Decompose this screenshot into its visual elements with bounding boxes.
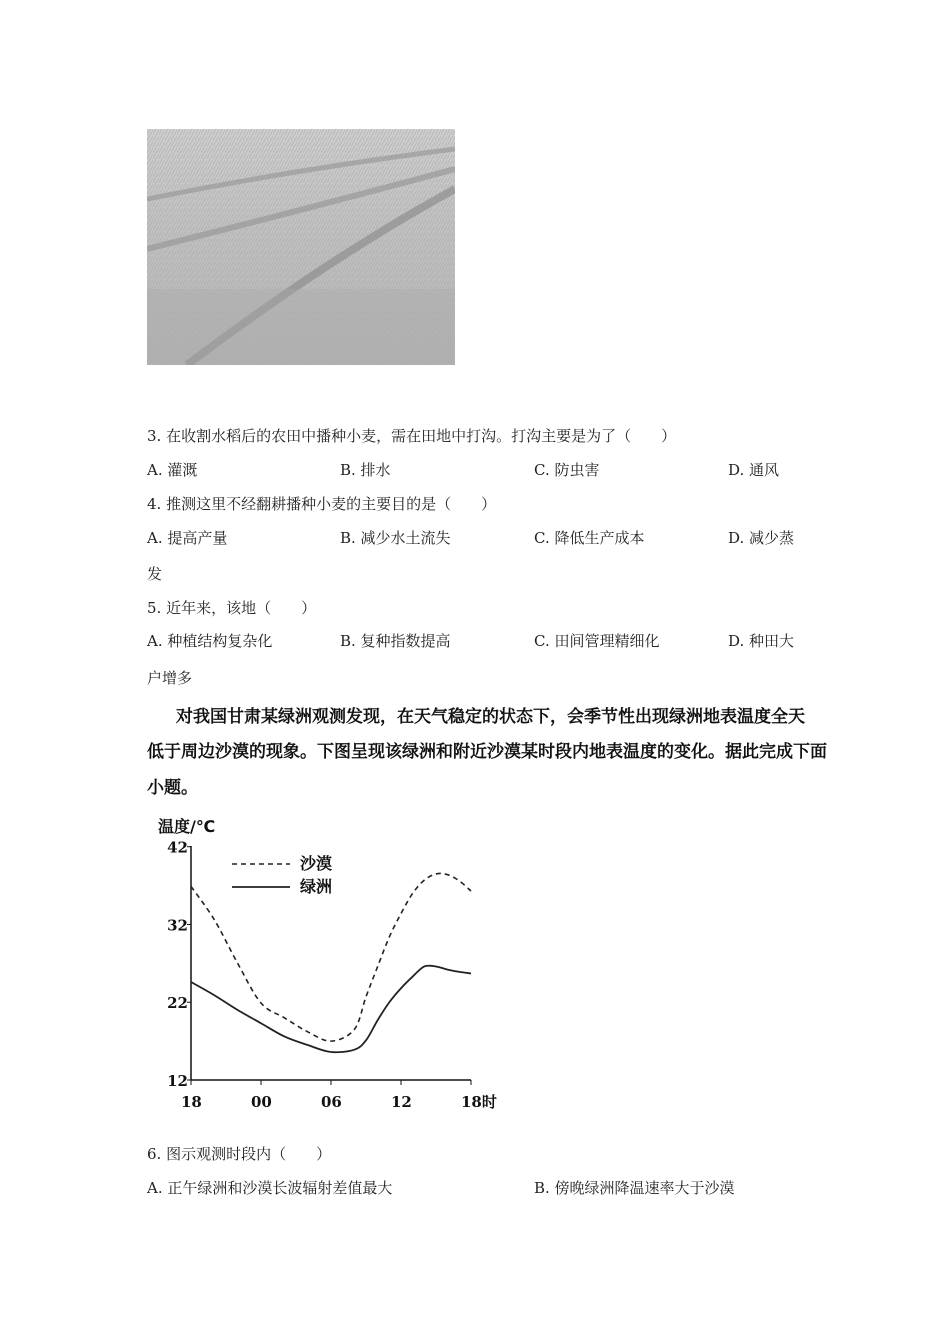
passage-line-3: 小题。	[147, 778, 198, 798]
y-tick-label: 32	[167, 916, 188, 935]
q4-option-b: B. 减少水土流失	[340, 529, 451, 547]
legend-oasis-label: 绿洲	[300, 877, 333, 896]
x-tick-label: 06	[321, 1093, 342, 1111]
y-axis-label: 温度/℃	[158, 817, 216, 836]
q5-option-a: A. 种植结构复杂化	[147, 632, 273, 650]
legend-desert-label: 沙漠	[300, 854, 333, 873]
q5-option-d: D. 种田大	[728, 632, 795, 650]
x-tick-label: 18	[181, 1093, 202, 1111]
x-tick-label: 00	[251, 1093, 272, 1111]
desert-temperature-line	[191, 873, 471, 1041]
passage-line-1: 对我国甘肃某绿洲观测发现，在天气稳定的状态下，会季节性出现绿洲地表温度全天	[176, 707, 805, 727]
q5-option-c: C. 田间管理精细化	[534, 632, 660, 650]
temperature-chart	[140, 810, 520, 1120]
q3-option-b: B. 排水	[340, 461, 391, 479]
q4-option-d: D. 减少蒸	[728, 529, 795, 547]
question-6-stem: 6. 图示观测时段内（ ）	[147, 1145, 332, 1163]
q5-option-d-wrap: 户增多	[147, 669, 193, 687]
y-tick-label: 22	[167, 994, 188, 1013]
question-5-stem: 5. 近年来，该地（ ）	[147, 599, 317, 617]
q6-option-b: B. 傍晚绿洲降温速率大于沙漠	[534, 1179, 735, 1197]
q4-option-d-wrap: 发	[147, 565, 163, 583]
q3-option-a: A. 灌溉	[147, 461, 198, 479]
y-tick-label: 12	[167, 1072, 188, 1090]
oasis-temperature-line	[191, 966, 471, 1053]
passage-line-2: 低于周边沙漠的现象。下图呈现该绿洲和附近沙漠某时段内地表温度的变化。据此完成下面	[147, 742, 827, 762]
q6-option-a: A. 正午绿洲和沙漠长波辐射差值最大	[147, 1179, 393, 1197]
x-tick-label: 18时	[461, 1093, 497, 1111]
q4-option-c: C. 降低生产成本	[534, 529, 645, 547]
question-4-stem: 4. 推测这里不经翻耕播种小麦的主要目的是（ ）	[147, 495, 497, 513]
q4-option-a: A. 提高产量	[147, 529, 228, 547]
y-tick-label: 42	[167, 838, 188, 857]
wheat-field-image	[147, 129, 455, 365]
q5-option-b: B. 复种指数提高	[340, 632, 451, 650]
q3-option-c: C. 防虫害	[534, 461, 600, 479]
field-photo	[147, 129, 455, 365]
q3-option-d: D. 通风	[728, 461, 780, 479]
x-tick-label: 12	[391, 1093, 412, 1111]
question-3-stem: 3. 在收割水稻后的农田中播种小麦，需在田地中打沟。打沟主要是为了（ ）	[147, 427, 677, 445]
